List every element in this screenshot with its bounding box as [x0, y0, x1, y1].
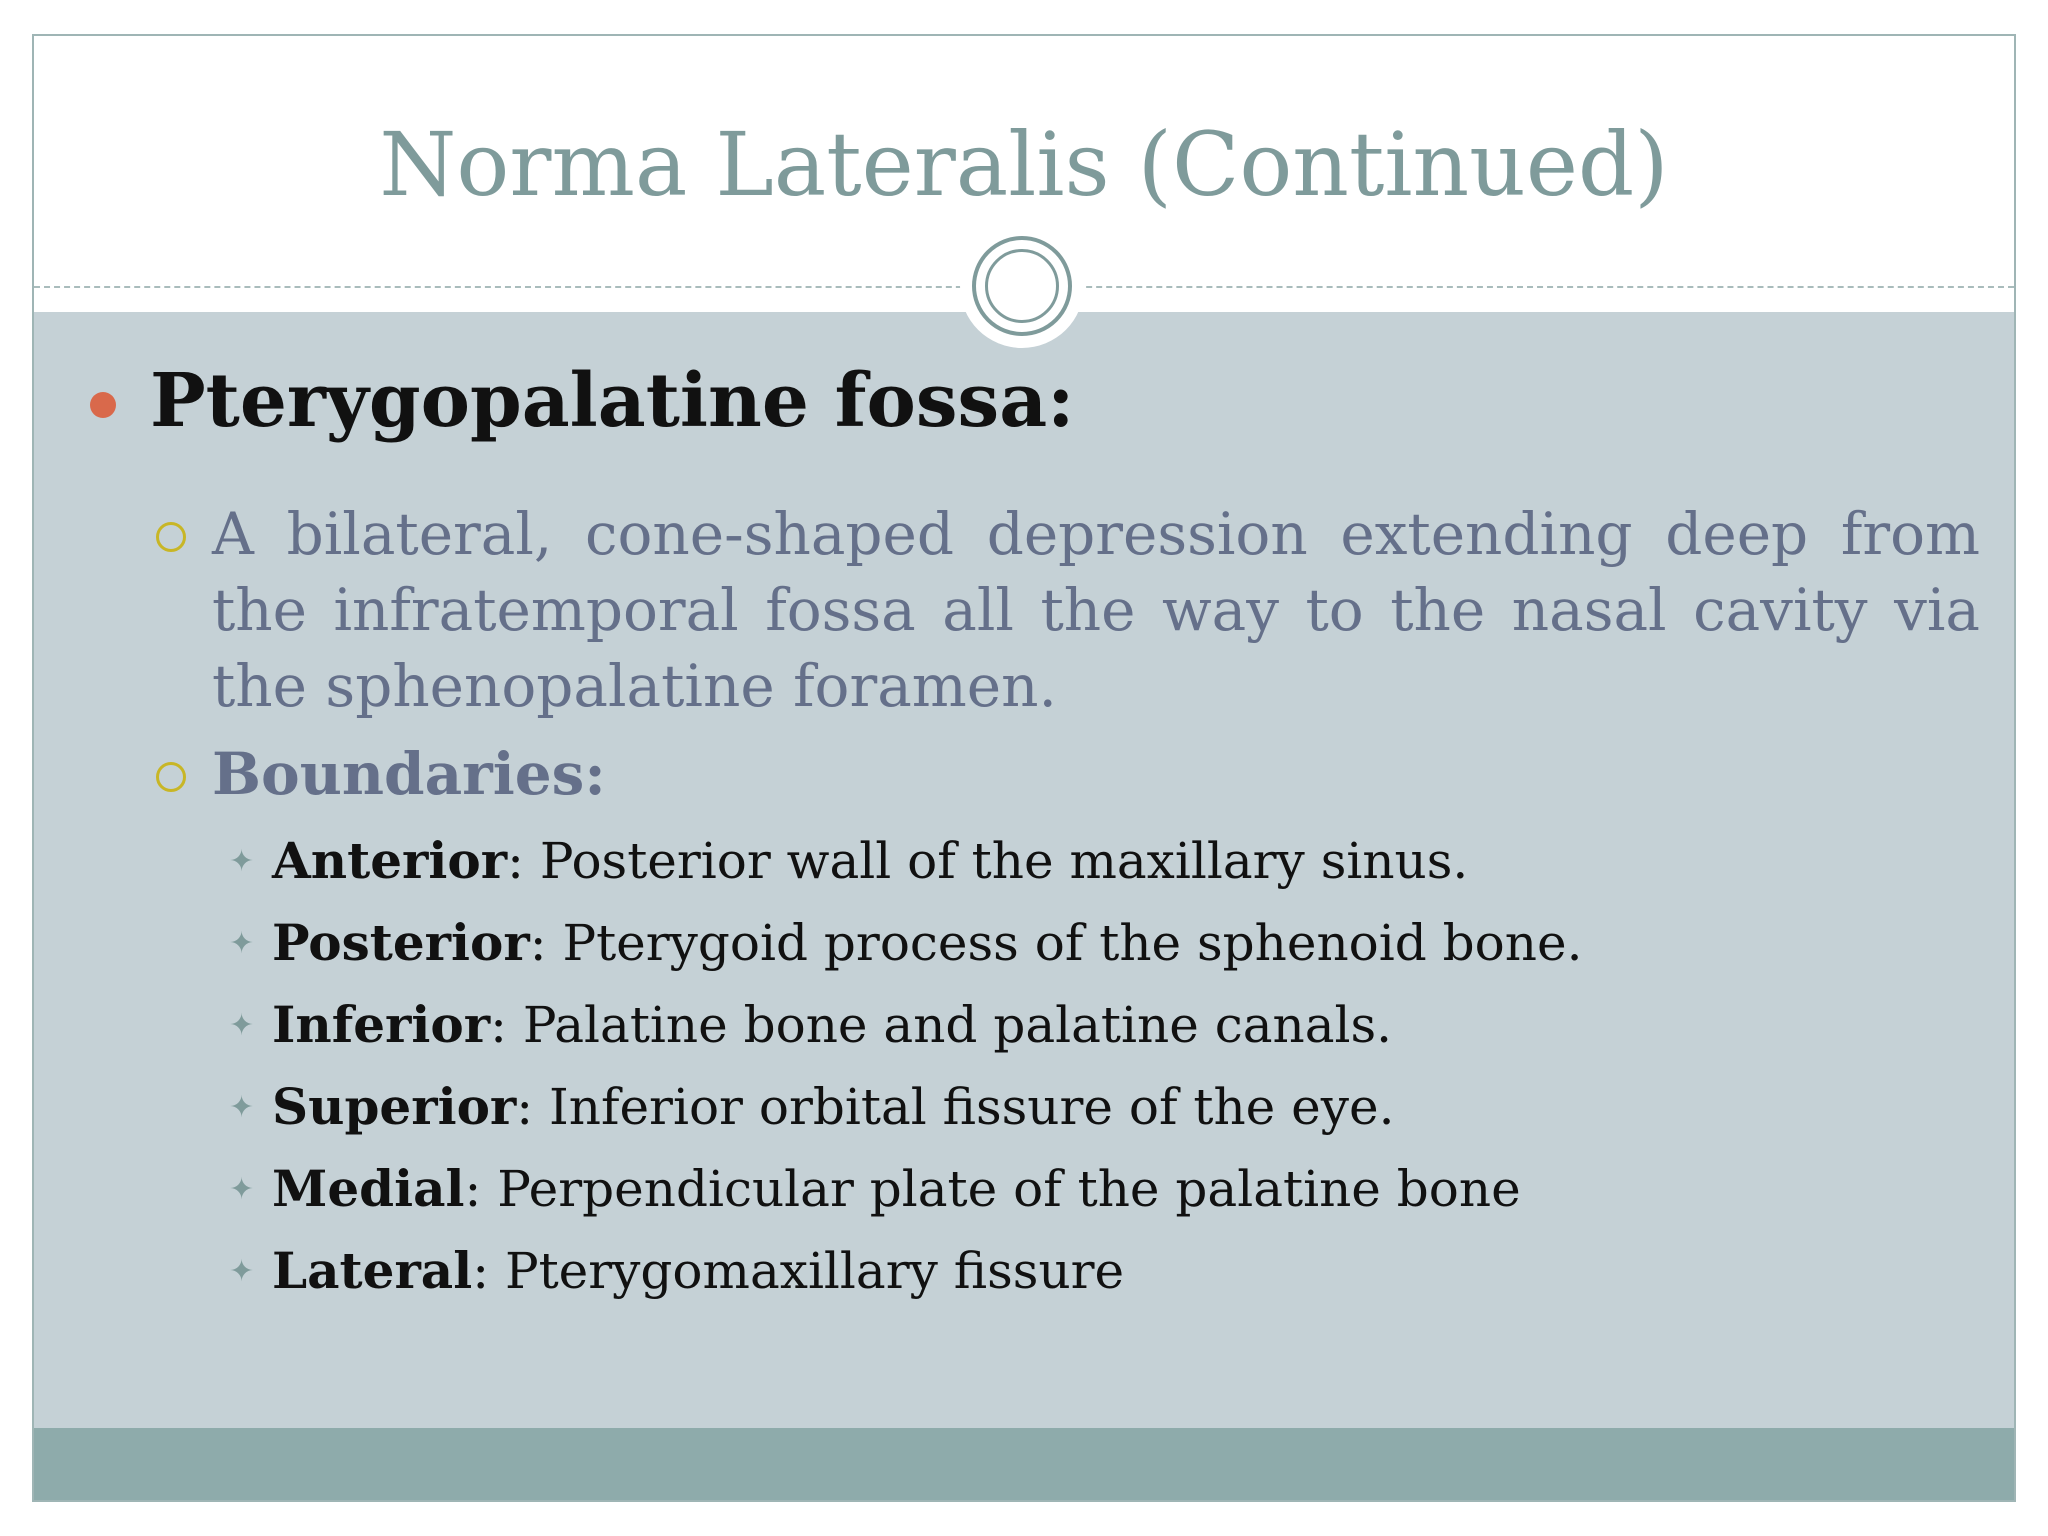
- boundary-term: Inferior: [272, 995, 491, 1054]
- hollow-circle-bullet-icon: [156, 522, 186, 552]
- boundary-term: Superior: [272, 1077, 517, 1136]
- boundary-description: : Perpendicular plate of the palatine bone: [464, 1160, 1521, 1218]
- description-text: A bilateral, cone-shaped depression extending deep from the infratemporal fossa all the way to the nasal cavity via the sphenopalatine foramen.: [212, 500, 1980, 720]
- boundary-description: : Posterior wall of the maxillary sinus.: [507, 832, 1469, 890]
- star-bullet-icon: ✦: [229, 1172, 255, 1207]
- boundary-term: Posterior: [272, 913, 530, 972]
- boundary-description: : Palatine bone and palatine canals.: [490, 996, 1393, 1054]
- slide-body: [34, 36, 2014, 1500]
- boundary-term: Anterior: [272, 831, 508, 890]
- boundary-item: [272, 908, 1582, 978]
- star-bullet-icon: ✦: [229, 1254, 255, 1289]
- slide-title: Norma Lateralis (Continued): [379, 113, 1669, 216]
- star-bullet-icon: ✦: [229, 844, 255, 879]
- star-bullet-icon: ✦: [229, 1090, 255, 1125]
- star-bullet-icon: ✦: [229, 1008, 255, 1043]
- boundary-item: [272, 990, 1392, 1060]
- boundary-term: Lateral: [272, 1241, 473, 1300]
- boundary-description: : Pterygomaxillary fissure: [472, 1242, 1125, 1300]
- boundary-item: [272, 826, 1468, 896]
- star-bullet-icon: ✦: [229, 926, 255, 961]
- boundary-item: [272, 1154, 1521, 1224]
- slide: [32, 34, 2016, 1502]
- boundary-description: : Pterygoid process of the sphenoid bone.: [529, 914, 1583, 972]
- boundaries-heading: Boundaries:: [212, 740, 606, 808]
- boundary-item: [272, 1236, 1124, 1306]
- filled-circle-bullet-icon: [90, 392, 116, 418]
- main-bullet-text: Pterygopalatine fossa:: [150, 358, 1075, 444]
- boundary-description: : Inferior orbital fissure of the eye.: [516, 1078, 1395, 1136]
- boundary-term: Medial: [272, 1159, 465, 1218]
- boundary-item: [272, 1072, 1395, 1142]
- hollow-circle-bullet-icon: [156, 762, 186, 792]
